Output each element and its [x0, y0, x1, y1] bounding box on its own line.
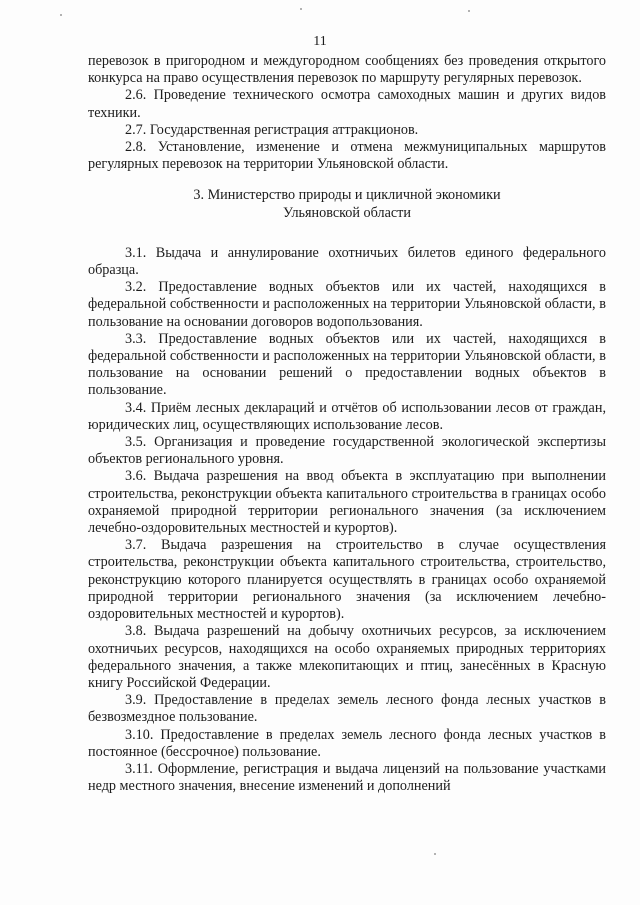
section-title-line-1: 3. Министерство природы и цикличной экономики	[193, 187, 501, 204]
item-3-9: 3.9. Предоставление в пределах земель лесного фонда лесных участков в безвозмездное пользование.	[88, 692, 606, 726]
document-body	[88, 53, 606, 795]
item-3-2: 3.2. Предоставление водных объектов или их частей, находящихся в федеральной собственности и расположенных на территории Ульяновской области, в пользование на основании договоров водопользования.	[88, 279, 606, 330]
item-3-7: 3.7. Выдача разрешения на строительство в случае осуществления строительства, реконструкции объекта капитального строительства, строительство, реконструкцию которого планируется осуществлять в границах особо охраняемой природной территории регионального значения (за исключением лечебно-оздоровительных местностей и курортов).	[88, 537, 606, 623]
item-3-3: 3.3. Предоставление водных объектов или их частей, находящихся в федеральной собственности и расположенных на территории Ульяновской области, в пользование на основании решений о предоставлении водных объектов в пользование.	[88, 330, 606, 399]
section-title-line-2: Ульяновской области	[283, 204, 411, 221]
continuation-paragraph: перевозок в пригородном и междугородном сообщениях без проведения открытого конкурса на право осуществления перевозок по маршруту регулярных перевозок.	[88, 53, 606, 87]
item-3-5: 3.5. Организация и проведение государственной экологической экспертизы объектов регионального уровня.	[88, 434, 606, 468]
page-number: 11	[313, 34, 327, 49]
item-3-8: 3.8. Выдача разрешений на добычу охотничьих ресурсов, за исключением охотничьих ресурсов, находящихся на особо охраняемых природных территориях федерального значения, а также млекопитающих и птиц, занесённых в Красную книгу Российской Федерации.	[88, 623, 606, 691]
item-3-4: 3.4. Приём лесных деклараций и отчётов об использовании лесов от граждан, юридических лиц, осуществляющих использование лесов.	[88, 399, 606, 433]
scan-speck	[468, 10, 470, 12]
item-2-8: 2.8. Установление, изменение и отмена межмуниципальных маршрутов регулярных перевозок на территории Ульяновской области.	[88, 139, 606, 173]
scan-speck	[300, 8, 302, 10]
scan-speck	[434, 853, 436, 855]
section-title	[88, 187, 606, 221]
item-3-6: 3.6. Выдача разрешения на ввод объекта в эксплуатацию при выполнении строительства, реконструкции объекта капитального строительства в границах особо охраняемой природной территории регионального значения (за исключением лечебно-оздоровительных местностей и курортов).	[88, 468, 606, 537]
item-3-1: 3.1. Выдача и аннулирование охотничьих билетов единого федерального образца.	[88, 244, 606, 279]
item-3-11: 3.11. Оформление, регистрация и выдача лицензий на пользование участками недр местного значения, внесение изменений и дополнений	[88, 760, 606, 795]
item-2-6: 2.6. Проведение технического осмотра самоходных машин и других видов техники.	[88, 87, 606, 121]
item-2-7: 2.7. Государственная регистрация аттракционов.	[125, 121, 419, 138]
scan-speck	[60, 14, 62, 16]
item-3-10: 3.10. Предоставление в пределах земель лесного фонда лесных участков в постоянное (бессрочное) пользование.	[88, 726, 606, 760]
